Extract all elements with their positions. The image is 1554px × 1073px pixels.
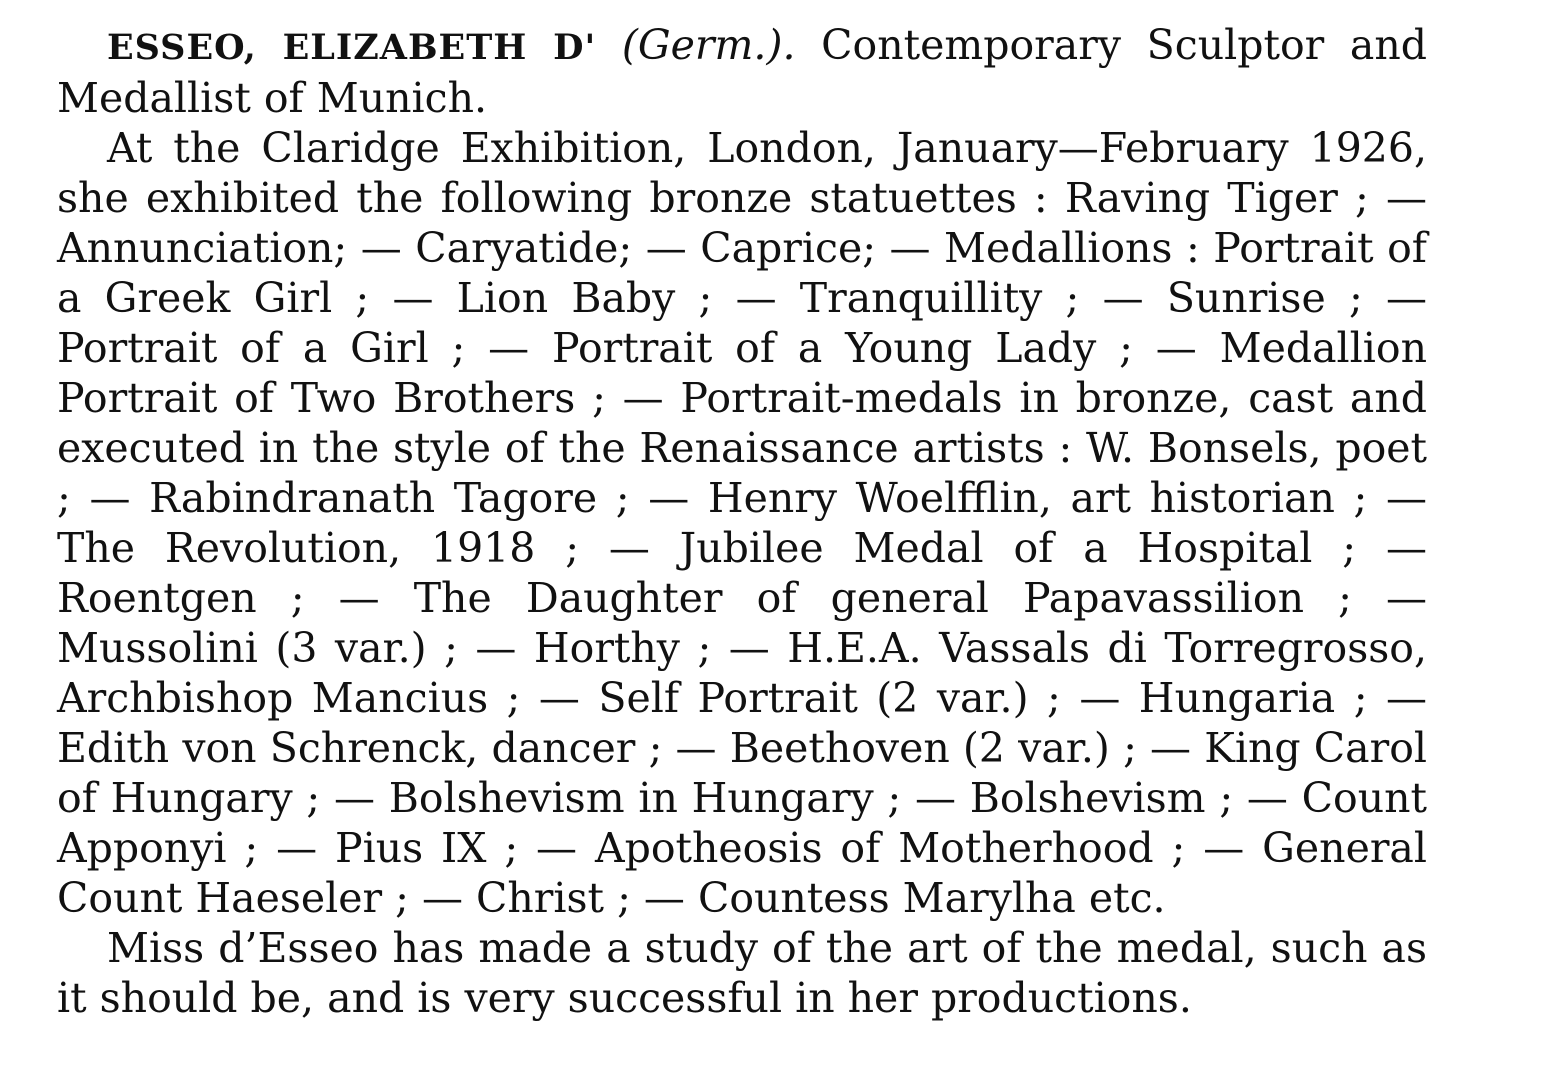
entry-title-text: Contemporary Sculptor and Medallist of Munich.	[57, 21, 1428, 122]
entry-paragraph-exhibition: At the Claridge Exhibition, London, January—February 1926, she exhibited the following bronze statuettes : Raving Tiger ; — Annunciation; — Caryatide; — Caprice; — Medallions : Portrait of a Greek Girl ; — Lion Baby ; — Tranquillity ; — Sunrise ; — Portrait of a Girl ; — Portrait of a Young Lady ; — Medallion Portrait of Two Brothers ; — Portrait-medals in bronze, cast and executed in the style of the Renaissance artists : W. Bonsels, poet ; — Rabindranath Tagore ; — Henry Woelfflin, art historian ; — The Revolution, 1918 ; — Jubilee Medal of a Hospital ; — Roentgen ; — The Daughter of general Papavassilion ; — Mussolini (3 var.) ; — Horthy ; — H.E.A. Vassals di Torregrosso, Archbishop Mancius ; — Self Portrait (2 var.) ; — Hungaria ; — Edith von Schrenck, dancer ; — Beethoven (2 var.) ; — King Carol of Hungary ; — Bolshevism in Hungary ; — Bolshevism ; — Count Apponyi ; — Pius IX ; — Apotheosis of Motherhood ; — General Count Haeseler ; — Christ ; — Countess Marylha etc.	[57, 124, 1427, 922]
entry-heading	[57, 20, 1427, 123]
dictionary-entry	[57, 20, 1427, 1023]
entry-name: ESSEO, ELIZABETH D'	[107, 27, 597, 68]
entry-paragraph-study: Miss d’Esseo has made a study of the art of the medal, such as it should be, and is very successful in her productions.	[57, 924, 1427, 1022]
entry-nationality: (Germ.).	[621, 21, 796, 69]
